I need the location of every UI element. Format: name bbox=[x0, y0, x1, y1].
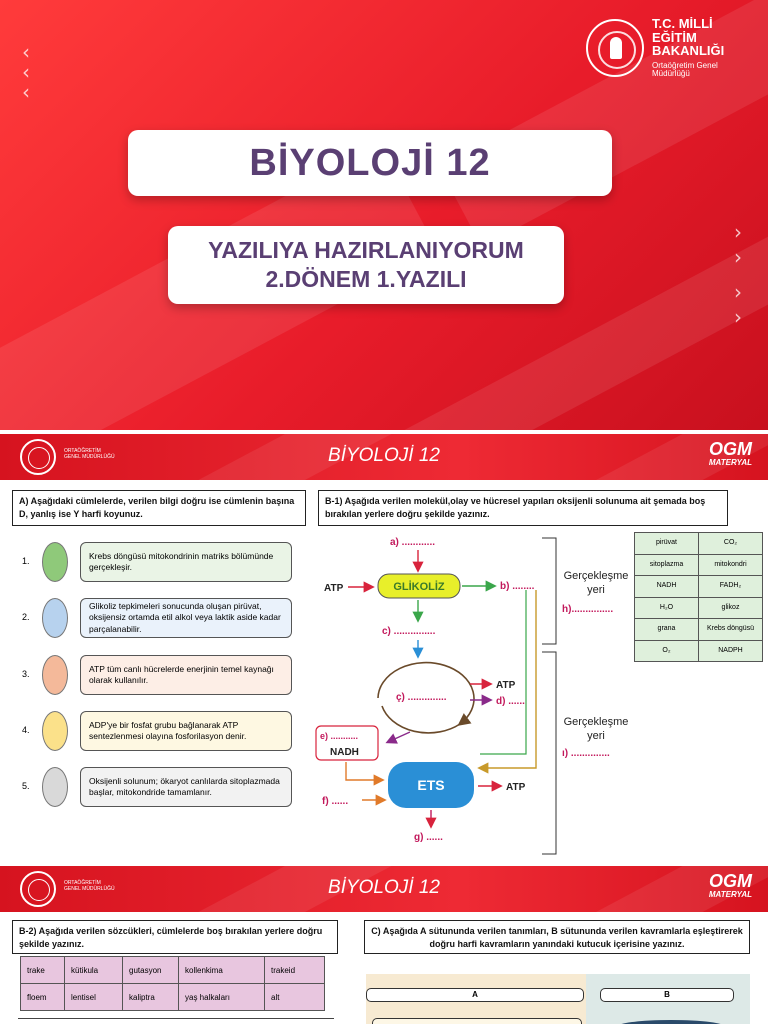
label-ı: ı) .............. bbox=[562, 748, 610, 759]
section-a-instruction: A) Aşağıdaki cümlelerde, verilen bilgi doğru ise cümlenin başına D, yanlış ise Y harfi koyunuz. bbox=[12, 490, 306, 526]
ministry-brand bbox=[586, 18, 756, 78]
chevron-decoration-icon: › bbox=[734, 220, 742, 244]
section-b2-instruction: B-2) Aşağıda verilen sözcükleri, cümlelerde boş bırakılan yerlere doğru şekilde yazınız. bbox=[12, 920, 338, 954]
section-c-instruction: C) Aşağıda A sütununda verilen tanımları, B sütununda verilen kavramlarla eşleştirerek doğru harfi kavramların yanındaki kutucuk içerisine yazınız. bbox=[364, 920, 750, 954]
ogm-logo-subtext: MATERYAL bbox=[708, 458, 752, 467]
cover-page bbox=[0, 0, 768, 430]
item-number: 3. bbox=[22, 669, 30, 679]
answer-oval[interactable] bbox=[42, 711, 68, 751]
item-number: 4. bbox=[22, 725, 30, 735]
label-ç: ç) .............. bbox=[396, 692, 447, 703]
chevron-decoration-icon: › bbox=[734, 280, 742, 304]
word-cell: trakeid bbox=[265, 957, 325, 984]
page-header bbox=[0, 434, 768, 480]
label-h: h)............... bbox=[562, 604, 614, 615]
column-a-header: A bbox=[366, 988, 584, 1002]
cover-subtitle-1: YAZILIYA HAZIRLANIYORUM bbox=[208, 237, 524, 264]
arrow bbox=[480, 590, 526, 754]
word-cell: mitokondri bbox=[699, 554, 763, 576]
arrow bbox=[346, 762, 382, 780]
word-cell: CO₂ bbox=[699, 533, 763, 555]
nadh-label: NADH bbox=[330, 747, 359, 758]
word-cell: glikoz bbox=[699, 597, 763, 619]
word-cell: kütikula bbox=[65, 957, 123, 984]
header-title: BİYOLOJİ 12 bbox=[328, 877, 440, 898]
cover-subtitle-2: 2.DÖNEM 1.YAZILI bbox=[265, 266, 467, 292]
ogm-logo-subtext: MATERYAL bbox=[708, 890, 752, 899]
vocabulary-table bbox=[20, 956, 325, 1011]
word-cell: FADH₂ bbox=[699, 576, 763, 598]
location-label-1 bbox=[558, 570, 634, 598]
item-statement: ATP tüm canlı hücrelerde enerjinin temel kaynağı olarak kullanılır. bbox=[80, 655, 292, 695]
label-f: f) ...... bbox=[322, 796, 349, 807]
matching-definition-box bbox=[372, 1018, 582, 1024]
item-statement: Oksijenli solunum; ökaryot canlılarda sitoplazmada başlar, mitokondride tamamlanır. bbox=[80, 767, 292, 807]
ets-label: ETS bbox=[417, 777, 445, 793]
item-number: 1. bbox=[22, 556, 30, 566]
krebs-cycle-arc bbox=[382, 706, 460, 733]
word-cell: trake bbox=[21, 957, 65, 984]
glikoliz-label: GLİKOLİZ bbox=[393, 581, 445, 593]
bracket bbox=[542, 538, 556, 644]
word-cell: NADPH bbox=[699, 640, 763, 662]
label-b: b) ........ bbox=[500, 581, 535, 592]
ogm-logo-text: OGM bbox=[709, 439, 752, 459]
true-false-item bbox=[18, 598, 298, 640]
true-false-item bbox=[18, 711, 298, 753]
column-b-header: B bbox=[600, 988, 734, 1002]
item-number: 5. bbox=[22, 781, 30, 791]
word-cell: kaliptra bbox=[123, 984, 179, 1011]
header-org-line1: ORTAÖĞRETİM bbox=[64, 448, 101, 454]
word-cell: gutasyon bbox=[123, 957, 179, 984]
word-cell: floem bbox=[21, 984, 65, 1011]
true-false-item bbox=[18, 767, 298, 809]
ministry-name-line2: BAKANLIĞI bbox=[652, 43, 725, 59]
cover-title: BİYOLOJİ 12 bbox=[249, 141, 491, 184]
label-d: d) ...... bbox=[496, 696, 525, 707]
word-cell: O₂ bbox=[635, 640, 699, 662]
word-cell: Krebs döngüsü bbox=[699, 619, 763, 641]
word-cell: grana bbox=[635, 619, 699, 641]
ogm-logo-text: OGM bbox=[709, 871, 752, 891]
label-c: c) ............... bbox=[382, 626, 436, 637]
word-cell: sitoplazma bbox=[635, 554, 699, 576]
ogm-brand bbox=[709, 440, 752, 467]
label-g: g) ...... bbox=[414, 832, 443, 843]
label-e: e) ........... bbox=[320, 731, 359, 741]
word-cell: yaş halkaları bbox=[179, 984, 265, 1011]
chevron-decoration-icon: › bbox=[734, 305, 742, 329]
true-false-item bbox=[18, 542, 298, 584]
word-cell: pirüvat bbox=[635, 533, 699, 555]
word-cell: H₂O bbox=[635, 597, 699, 619]
item-statement: Glikoliz tepkimeleri sonucunda oluşan pirüvat, oksijensiz ortamda etil alkol veya laktik aside kadar parçalanabilir. bbox=[80, 598, 292, 638]
matching-area bbox=[366, 974, 750, 1024]
header-org-line2: GENEL MÜDÜRLÜĞÜ bbox=[64, 454, 115, 461]
answer-oval[interactable] bbox=[42, 542, 68, 582]
arrow bbox=[480, 590, 536, 768]
header-org-line2: GENEL MÜDÜRLÜĞÜ bbox=[64, 886, 115, 893]
chevron-decoration-icon: ‹ bbox=[22, 60, 30, 84]
item-number: 2. bbox=[22, 612, 30, 622]
atp-input-label: ATP bbox=[324, 583, 344, 594]
item-statement: ADP'ye bir fosfat grubu bağlanarak ATP sentezlenmesi olayına fosforilasyon denir. bbox=[80, 711, 292, 751]
answer-oval[interactable] bbox=[42, 655, 68, 695]
location-label-text: Gerçekleşme bbox=[563, 570, 629, 582]
word-cell: lentisel bbox=[65, 984, 123, 1011]
answer-oval[interactable] bbox=[42, 598, 68, 638]
header-title: BİYOLOJİ 12 bbox=[328, 445, 440, 466]
molecule-word-table bbox=[634, 532, 763, 662]
divider bbox=[18, 1018, 334, 1019]
location-label-2 bbox=[558, 716, 634, 744]
ministry-logo-icon bbox=[586, 19, 644, 77]
header-org-line1: ORTAÖĞRETİM bbox=[64, 880, 101, 886]
bracket bbox=[542, 652, 556, 854]
answer-oval[interactable] bbox=[42, 767, 68, 807]
label-a: a) ............ bbox=[390, 537, 436, 548]
location-label-text: yeri bbox=[587, 729, 605, 742]
word-cell: kollenkima bbox=[179, 957, 265, 984]
page-header bbox=[0, 866, 768, 912]
cover-title-box bbox=[128, 130, 612, 196]
item-statement: Krebs döngüsü mitokondrinin matriks bölümünde gerçekleşir. bbox=[80, 542, 292, 582]
chevron-decoration-icon: › bbox=[734, 245, 742, 269]
chevron-decoration-icon: ‹ bbox=[22, 40, 30, 64]
atp-ets-label: ATP bbox=[506, 782, 526, 793]
ministry-department: Ortaöğretim Genel Müdürlüğü bbox=[652, 61, 718, 79]
true-false-item bbox=[18, 655, 298, 697]
ogm-brand bbox=[709, 872, 752, 899]
location-label-text: yeri bbox=[587, 583, 605, 596]
location-label-text: Gerçekleşme bbox=[563, 716, 629, 728]
arrow bbox=[388, 732, 410, 742]
word-cell: alt bbox=[265, 984, 325, 1011]
cover-subtitle-box bbox=[168, 226, 564, 304]
section-b1-instruction: B-1) Aşağıda verilen molekül,olay ve hücresel yapıları oksijenli solunuma ait şemada boş bırakılan yerlere doğru şekilde yazınız. bbox=[318, 490, 728, 526]
ministry-name-line1: T.C. MİLLİ EĞİTİM bbox=[652, 16, 713, 45]
chevron-decoration-icon: ‹ bbox=[22, 80, 30, 104]
atp-krebs-label: ATP bbox=[496, 680, 516, 691]
word-cell: NADH bbox=[635, 576, 699, 598]
